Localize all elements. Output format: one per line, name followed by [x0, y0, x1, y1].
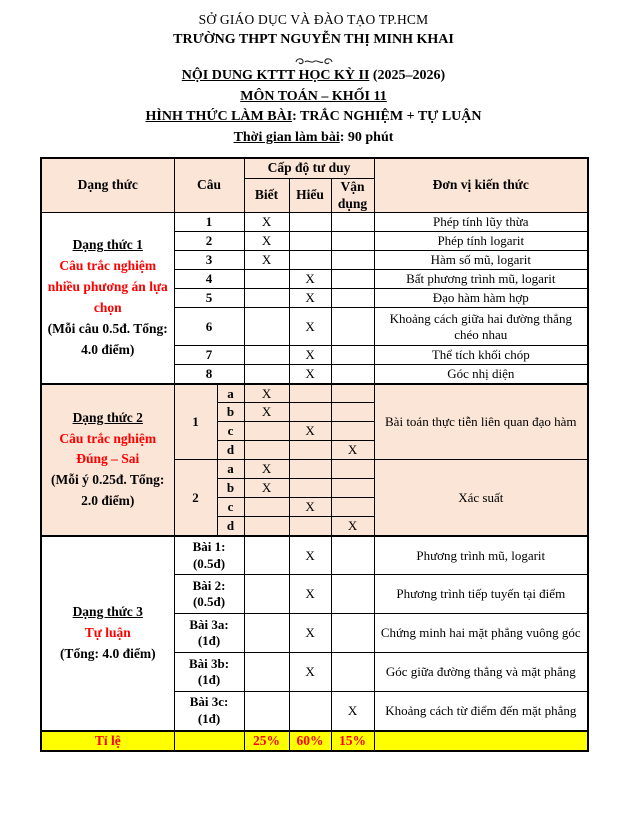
ratio-biet: 25% — [244, 731, 289, 751]
mark-cell-biet — [244, 653, 289, 692]
doc-subject: MÔN TOÁN – KHỐI 11 — [240, 88, 387, 104]
mark-cell-biet — [244, 422, 289, 441]
mark-cell-van-dung — [331, 460, 374, 479]
mark-cell-hieu: X — [289, 614, 331, 653]
question-number-cell: 2 — [174, 232, 244, 251]
mark-cell-van-dung — [331, 213, 374, 232]
mark-cell-hieu — [289, 441, 331, 460]
col-header-cau: Câu — [174, 158, 244, 213]
mark-cell-biet — [244, 536, 289, 575]
mark-cell-van-dung — [331, 498, 374, 517]
section3-subtitle: Tự luận — [84, 624, 131, 640]
section3-note: (Tổng: 4.0 điểm) — [59, 645, 156, 661]
section2-subtitle-line1: Câu trắc nghiệm — [59, 430, 157, 446]
exam-matrix-table — [40, 157, 589, 752]
doc-format: HÌNH THỨC LÀM BÀI: TRẮC NGHIỆM + TỰ LUẬN — [145, 109, 482, 125]
mark-cell-hieu: X — [289, 270, 331, 289]
mark-cell-van-dung — [331, 308, 374, 346]
sub-item-cell: d — [217, 441, 244, 460]
doc-duration: Thời gian làm bài: 90 phút — [233, 129, 394, 145]
topic-cell: Bài toán thực tiễn liên quan đạo hàm — [374, 384, 588, 460]
question-number-cell: 6 — [174, 308, 244, 346]
question-number-cell: 1 — [174, 213, 244, 232]
col-header-biet: Biết — [244, 178, 289, 213]
mark-cell-biet — [244, 289, 289, 308]
mark-cell-biet: X — [244, 213, 289, 232]
mark-cell-hieu: X — [289, 346, 331, 365]
mark-cell-van-dung — [331, 270, 374, 289]
mark-cell-biet — [244, 614, 289, 653]
sub-item-cell: c — [217, 422, 244, 441]
mark-cell-hieu: X — [289, 308, 331, 346]
section2-label — [41, 384, 174, 536]
mark-cell-biet — [244, 692, 289, 731]
question-number-cell: 8 — [174, 365, 244, 384]
question-number-cell: 3 — [174, 251, 244, 270]
topic-cell: Bất phương trình mũ, logarit — [374, 270, 588, 289]
ratio-label: Tỉ lệ — [41, 731, 174, 751]
mark-cell-hieu — [289, 460, 331, 479]
ratio-row — [41, 731, 588, 751]
mark-cell-van-dung — [331, 365, 374, 384]
mark-cell-hieu — [289, 692, 331, 731]
mark-cell-van-dung — [331, 575, 374, 614]
section2-note: (Mỗi ý 0.25đ. Tổng: 2.0 điểm) — [51, 472, 165, 509]
mark-cell-van-dung — [331, 346, 374, 365]
mark-cell-van-dung: X — [331, 517, 374, 536]
sub-item-cell: a — [217, 384, 244, 403]
topic-cell: Phương trình mũ, logarit — [374, 536, 588, 575]
sub-item-cell: b — [217, 479, 244, 498]
mark-cell-hieu: X — [289, 422, 331, 441]
sub-item-cell: c — [217, 498, 244, 517]
question-number-cell: Bài 3b: (1đ) — [174, 653, 244, 692]
col-header-dang-thuc: Dạng thức — [41, 158, 174, 213]
mark-cell-hieu — [289, 384, 331, 403]
section2-subtitle-line2: Đúng – Sai — [76, 451, 140, 467]
mark-cell-van-dung — [331, 403, 374, 422]
mark-cell-hieu — [289, 251, 331, 270]
mark-cell-biet — [244, 517, 289, 536]
section1-note: (Mỗi câu 0.5đ. Tổng: 4.0 điểm) — [47, 321, 168, 357]
mark-cell-van-dung: X — [331, 692, 374, 731]
mark-cell-hieu — [289, 479, 331, 498]
topic-cell: Hàm số mũ, logarit — [374, 251, 588, 270]
mark-cell-hieu — [289, 517, 331, 536]
mark-cell-van-dung — [331, 251, 374, 270]
topic-cell: Phép tính logarit — [374, 232, 588, 251]
section2-title: Dạng thức 2 — [72, 409, 143, 425]
mark-cell-van-dung: X — [331, 441, 374, 460]
table-row — [41, 213, 588, 232]
ratio-hieu: 60% — [289, 731, 331, 751]
mark-cell-hieu: X — [289, 289, 331, 308]
table-row — [41, 536, 588, 575]
mark-cell-hieu: X — [289, 653, 331, 692]
mark-cell-van-dung — [331, 384, 374, 403]
mark-cell-van-dung — [331, 289, 374, 308]
mark-cell-hieu: X — [289, 498, 331, 517]
mark-cell-van-dung — [331, 536, 374, 575]
mark-cell-biet: X — [244, 232, 289, 251]
question-number-cell: Bài 3c: (1đ) — [174, 692, 244, 731]
mark-cell-biet — [244, 308, 289, 346]
topic-cell: Chứng minh hai mặt phẳng vuông góc — [374, 614, 588, 653]
floral-divider-icon — [0, 52, 627, 64]
mark-cell-hieu — [289, 213, 331, 232]
mark-cell-van-dung — [331, 232, 374, 251]
mark-cell-hieu — [289, 232, 331, 251]
topic-cell: Khoảng cách giữa hai đường thẳng chéo nhau — [374, 308, 588, 346]
section1-title: Dạng thức 1 — [72, 237, 143, 253]
col-header-hieu: Hiểu — [289, 178, 331, 213]
ratio-van-dung: 15% — [331, 731, 374, 751]
mark-cell-biet — [244, 346, 289, 365]
school-name: TRƯỜNG THPT NGUYỄN THỊ MINH KHAI — [173, 31, 454, 47]
document-header — [0, 0, 627, 147]
topic-cell: Xác suất — [374, 460, 588, 536]
sub-item-cell: d — [217, 517, 244, 536]
department-name: SỞ GIÁO DỤC VÀ ĐÀO TẠO TP.HCM — [198, 12, 429, 27]
col-header-van-dung: Vận dụng — [331, 178, 374, 213]
doc-title — [0, 67, 627, 85]
mark-cell-van-dung — [331, 653, 374, 692]
mark-cell-biet: X — [244, 460, 289, 479]
mark-cell-biet — [244, 270, 289, 289]
topic-cell: Đạo hàm hàm hợp — [374, 289, 588, 308]
mark-cell-biet: X — [244, 403, 289, 422]
section1-label — [41, 213, 174, 384]
question-number-cell: 4 — [174, 270, 244, 289]
table-row — [41, 384, 588, 403]
question-number-cell: 7 — [174, 346, 244, 365]
mark-cell-hieu: X — [289, 536, 331, 575]
section3-title: Dạng thức 3 — [72, 604, 143, 620]
mark-cell-biet: X — [244, 251, 289, 270]
topic-cell: Thể tích khối chóp — [374, 346, 588, 365]
mark-cell-van-dung — [331, 479, 374, 498]
mark-cell-biet — [244, 441, 289, 460]
mark-cell-biet — [244, 575, 289, 614]
mark-cell-biet — [244, 365, 289, 384]
mark-cell-hieu: X — [289, 365, 331, 384]
section1-subtitle: Câu trắc nghiệm nhiều phương án lựa chọn — [47, 258, 168, 316]
mark-cell-biet: X — [244, 384, 289, 403]
topic-cell: Phép tính lũy thừa — [374, 213, 588, 232]
mark-cell-hieu — [289, 403, 331, 422]
doc-title-underlined: NỘI DUNG KTTT HỌC KỲ II — [181, 68, 370, 84]
topic-cell: Khoảng cách từ điểm đến mặt phẳng — [374, 692, 588, 731]
mark-cell-van-dung — [331, 614, 374, 653]
doc-title-year: (2025–2026) — [369, 68, 446, 84]
ratio-don-vi-cell — [374, 731, 588, 751]
question-number-cell: Bài 1: (0.5đ) — [174, 536, 244, 575]
col-header-cap-do-tu-duy: Cấp độ tư duy — [244, 158, 374, 178]
topic-cell: Phương trình tiếp tuyến tại điểm — [374, 575, 588, 614]
mark-cell-hieu: X — [289, 575, 331, 614]
sub-item-cell: a — [217, 460, 244, 479]
question-number-cell: Bài 2: (0.5đ) — [174, 575, 244, 614]
topic-cell: Góc giữa đường thẳng và mặt phẳng — [374, 653, 588, 692]
question-number-cell: 5 — [174, 289, 244, 308]
mark-cell-biet — [244, 498, 289, 517]
question-number-cell: 2 — [174, 460, 217, 536]
ratio-cau-cell — [174, 731, 244, 751]
question-number-cell: Bài 3a: (1đ) — [174, 614, 244, 653]
mark-cell-biet: X — [244, 479, 289, 498]
topic-cell: Góc nhị diện — [374, 365, 588, 384]
mark-cell-van-dung — [331, 422, 374, 441]
section3-label — [41, 536, 174, 731]
question-number-cell: 1 — [174, 384, 217, 460]
sub-item-cell: b — [217, 403, 244, 422]
col-header-don-vi-kien-thuc: Đơn vị kiến thức — [374, 158, 588, 213]
